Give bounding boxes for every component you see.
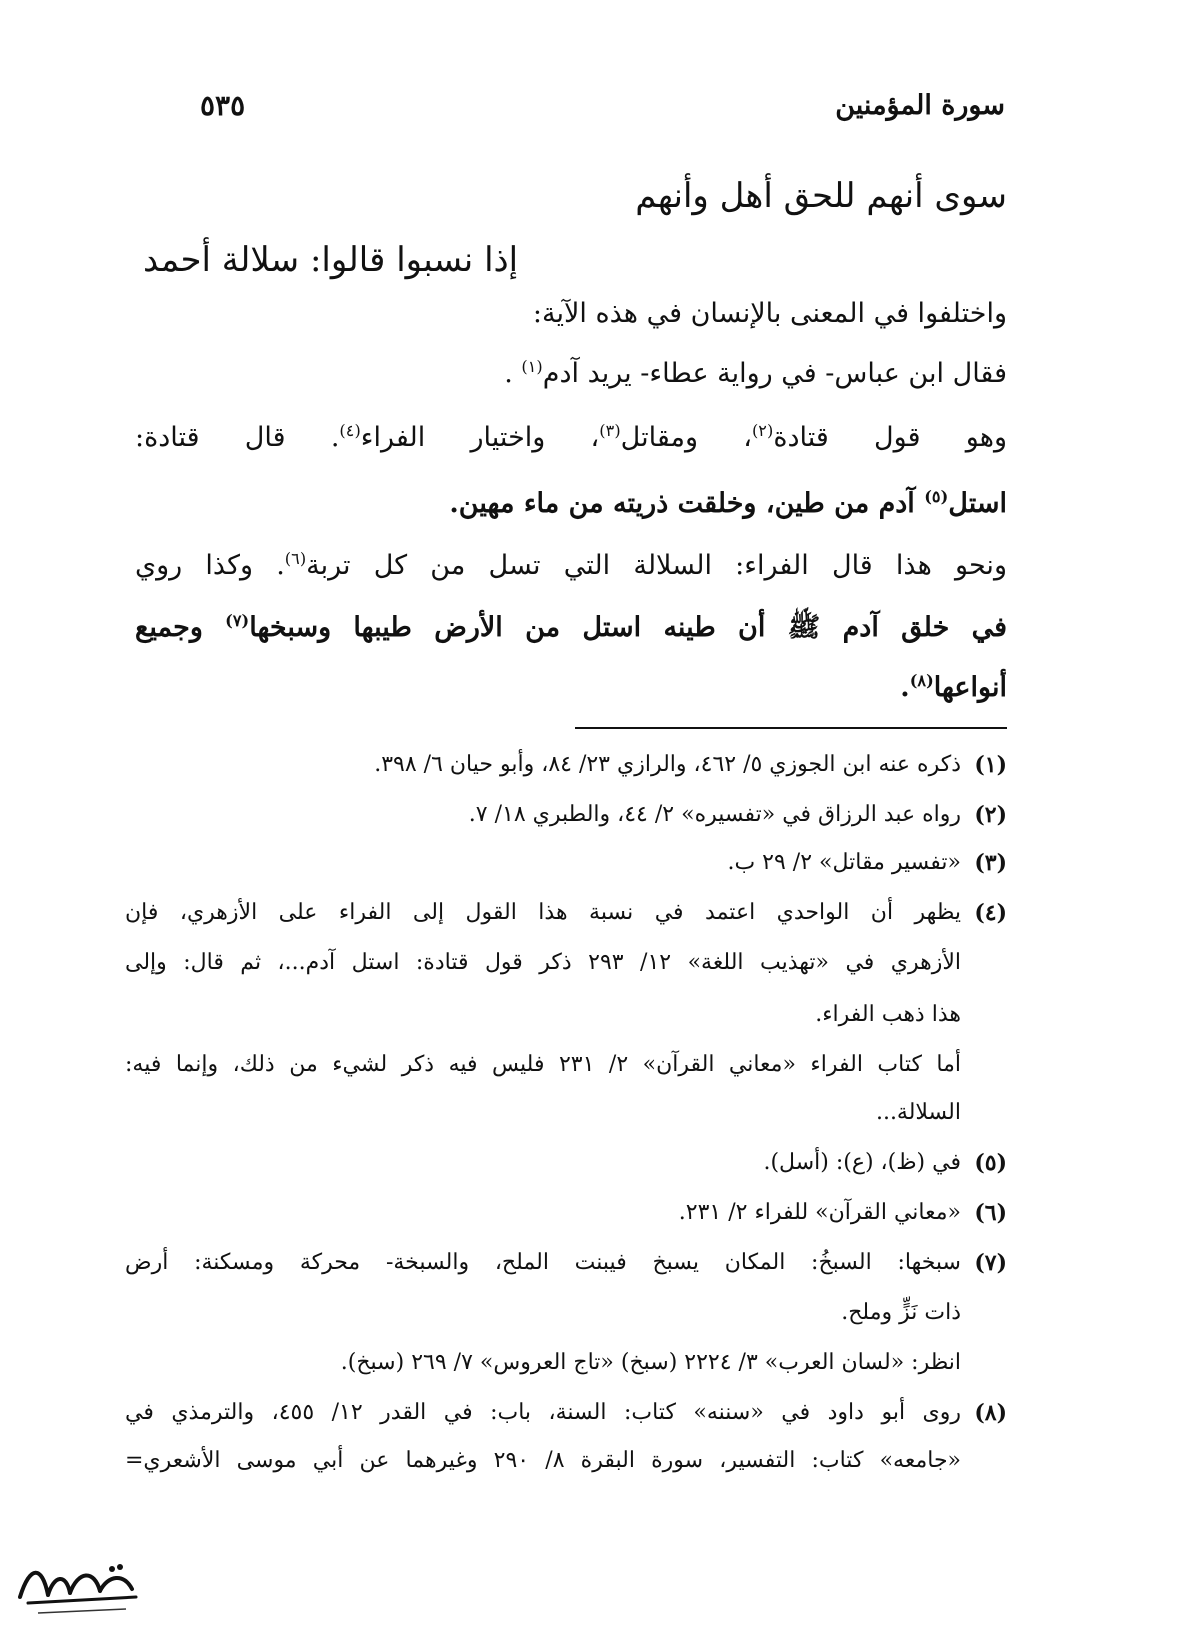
- page-header: [200, 82, 1005, 128]
- footnote-4-line-4: أما كتاب الفراء «معاني القرآن» ٢/ ٢٣١ فليس فيه ذكر لشيء من ذلك، وإنما فيه:: [125, 1052, 962, 1077]
- footnote-ref: (٦): [284, 549, 307, 568]
- body-line-7: أنواعها$^{(٨)}$.: [900, 671, 1007, 703]
- body-line-5: ونحو هذا قال الفراء: السلالة التي تسل من كل تربة$^{(٦)}$. وكذا روي: [135, 549, 1007, 581]
- body-line-3: وهو قول قتادة$^{(٢)}$، ومقاتل$^{(٣)}$، واختيار الفراء$^{(٤)}$. قال قتادة:: [135, 421, 1007, 453]
- footnote-separator: [575, 727, 1007, 729]
- footnote-number: (٤): [974, 900, 1007, 926]
- footnote-number: (١): [974, 752, 1007, 778]
- footnote-text: رواه عبد الرزاق في «تفسيره» ٢/ ٤٤، والطبري ١٨/ ٧.: [468, 802, 961, 827]
- footnote-number: (٥): [974, 1150, 1007, 1176]
- footnote-text: «تفسير مقاتل» ٢/ ٢٩ ب.: [727, 850, 961, 875]
- footnote-7-line-3: انظر: «لسان العرب» ٣/ ٢٢٢٤ (سبخ) «تاج العروس» ٧/ ٢٦٩ (سبخ).: [340, 1350, 961, 1375]
- body-line-4: استل$^{(٥)}$ آدم من طين، وخلقت ذريته من ماء مهين.: [449, 487, 1007, 519]
- body-line-1: واختلفوا في المعنى بالإنسان في هذه الآية:: [532, 298, 1007, 329]
- footnote-text: في (ظ)، (ع): (أسل).: [763, 1150, 961, 1175]
- footnote-ref: (٥): [924, 487, 949, 506]
- footnote-text: يظهر أن الواحدي اعتمد في نسبة هذا القول إلى الفراء على الأزهري، فإن: [125, 900, 961, 925]
- library-stamp-icon: [8, 1545, 148, 1625]
- footnote-ref: (٨): [909, 671, 934, 690]
- footnote-7-line-2: ذات نَزٍّ وملح.: [841, 1300, 961, 1325]
- footnote-4-line-3: هذا ذهب الفراء.: [815, 1002, 961, 1027]
- body-line-2: فقال ابن عباس- في رواية عطاء- يريد آدم$^{(١)}$ .: [504, 357, 1007, 389]
- footnote-text: ذكره عنه ابن الجوزي ٥/ ٤٦٢، والرازي ٢٣/ ٨٤، وأبو حيان ٦/ ٣٩٨.: [374, 752, 961, 777]
- footnote-4-line-2: الأزهري في «تهذيب اللغة» ١٢/ ٢٩٣ ذكر قول قتادة: استل آدم...، ثم قال: وإلى: [125, 950, 961, 975]
- running-title: سورة المؤمنين: [835, 89, 1005, 121]
- footnote-number: (٨): [974, 1400, 1007, 1426]
- footnote-ref: (٧): [225, 611, 250, 630]
- body-line-6: في خلق آدم ﷺ أن طينه استل من الأرض طيبها وسبخها$^{(٧)}$ وجميع: [135, 611, 1007, 643]
- footnote-ref: (٤): [339, 421, 361, 440]
- footnote-ref: (١): [521, 357, 543, 376]
- footnote-text: سبخها: السبخُ: المكان يسبخ فيبنت الملح، والسبخة- محركة ومسكنة: أرض: [125, 1250, 961, 1275]
- footnote-text: روى أبو داود في «سننه» كتاب: السنة، باب: في القدر ١٢/ ٤٥٥، والترمذي في: [125, 1400, 961, 1425]
- footnote-number: (٧): [974, 1250, 1007, 1276]
- poetry-verse-1: سوى أنهم للحق أهل وأنهم: [635, 176, 1007, 216]
- footnote-ref: (٢): [751, 421, 774, 440]
- footnote-ref: (٣): [599, 421, 621, 440]
- footnote-number: (٦): [974, 1200, 1007, 1226]
- footnote-number: (٣): [974, 850, 1007, 876]
- page-number: ٥٣٥: [200, 88, 246, 122]
- footnote-number: (٢): [974, 802, 1007, 828]
- footnote-8-line-2: «جامعه» كتاب: التفسير، سورة البقرة ٨/ ٢٩٠ وغيرهما عن أبي موسى الأشعري=: [125, 1448, 961, 1473]
- footnote-text: «معاني القرآن» للفراء ٢/ ٢٣١.: [678, 1200, 961, 1225]
- footnote-4-line-5: السلالة...: [875, 1100, 961, 1125]
- poetry-verse-2: إذا نسبوا قالوا: سلالة أحمد: [143, 240, 519, 280]
